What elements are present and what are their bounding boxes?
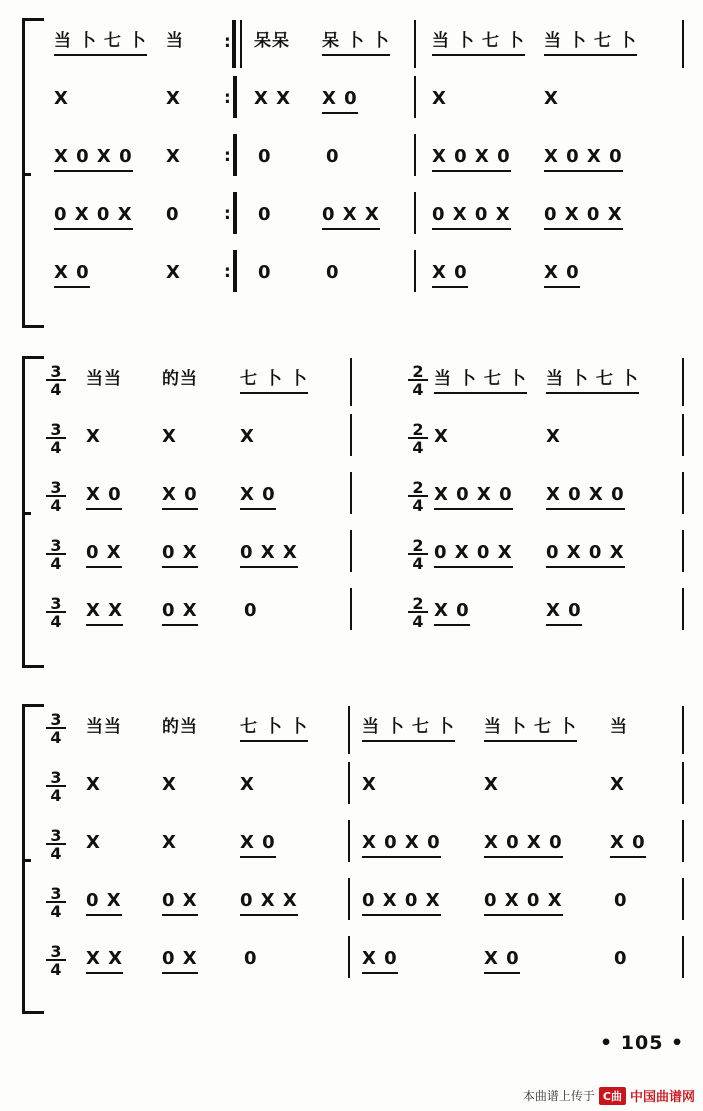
notation-cell: X [240, 426, 255, 447]
notation-cell: X 0 X 0 [434, 484, 513, 510]
time-signature: $\frac{3}{4}$ [46, 770, 66, 803]
time-signature: $\frac{3}{4}$ [46, 422, 66, 455]
notation-cell: 0 X [162, 948, 198, 974]
notation-cell: X [162, 832, 177, 853]
staff-row [44, 190, 684, 246]
notation-cell: 0 X 0 X [484, 890, 563, 916]
notation-cell: X 0 [484, 948, 520, 974]
notation-cell: 0 X X [240, 890, 298, 916]
system-2 [0, 352, 703, 664]
notation-cell: 0 [258, 204, 272, 225]
footer-watermark [523, 1086, 695, 1105]
repeat-dots-row5: : [224, 262, 231, 282]
time-signature: $\frac{3}{4}$ [46, 944, 66, 977]
notation-cell: 0 X X [240, 542, 298, 568]
notation-cell: 七 卜 卜 [240, 368, 308, 394]
site-logo-icon: C曲 [599, 1087, 626, 1105]
notation-cell: X 0 X 0 [432, 146, 511, 172]
notation-cell: X [546, 426, 561, 447]
notation-cell: 七 卜 卜 [240, 716, 308, 742]
notation-cell: 当 卜 七 卜 [544, 30, 637, 56]
notation-cell: X [166, 146, 181, 167]
staff-row [44, 586, 684, 642]
notation-cell: X [240, 774, 255, 795]
notation-cell: 当当 [86, 369, 122, 389]
repeat-dots-open-top: : [224, 32, 231, 52]
notation-cell: X X [86, 600, 123, 626]
staff-row [44, 760, 684, 816]
footer-text: 本曲谱上传于 [522, 1089, 595, 1103]
time-signature: $\frac{2}{4}$ [408, 422, 428, 455]
notation-cell: 0 X 0 X [362, 890, 441, 916]
system-brace [22, 704, 44, 1014]
notation-cell: X [434, 426, 449, 447]
notation-cell: X [362, 774, 377, 795]
notation-cell: X [86, 774, 101, 795]
notation-cell: 呆 卜 卜 [322, 30, 390, 56]
time-signature: $\frac{2}{4}$ [408, 364, 428, 397]
staff-row [44, 16, 684, 72]
notation-cell: 当 [166, 31, 184, 51]
system-3 [0, 700, 703, 1010]
notation-cell: X 0 [86, 484, 122, 510]
notation-cell: X 0 [546, 600, 582, 626]
notation-cell: 0 [326, 146, 340, 167]
notation-cell: 当 卜 七 卜 [484, 716, 577, 742]
notation-cell: X [432, 88, 447, 109]
staff-row [44, 876, 684, 932]
notation-cell: X X [254, 88, 292, 109]
notation-cell: X [610, 774, 625, 795]
notation-cell: X 0 [162, 484, 198, 510]
notation-cell: X 0 [240, 832, 276, 858]
notation-cell: 0 X [86, 890, 122, 916]
notation-cell: 的当 [162, 369, 198, 389]
staff-row [44, 132, 684, 188]
notation-cell: 0 [614, 948, 628, 969]
time-signature: $\frac{3}{4}$ [46, 364, 66, 397]
staff-row [44, 74, 684, 130]
time-signature: $\frac{3}{4}$ [46, 712, 66, 745]
notation-cell: 0 X 0 X [546, 542, 625, 568]
notation-cell: X [166, 88, 181, 109]
staff-row [44, 470, 684, 526]
notation-cell: 0 [258, 146, 272, 167]
notation-cell: 0 [166, 204, 180, 225]
system-brace [22, 356, 44, 668]
notation-cell: 0 [244, 948, 258, 969]
notation-cell: X 0 [54, 262, 90, 288]
notation-cell: 0 X 0 X [432, 204, 511, 230]
staff-row [44, 412, 684, 468]
staff-row [44, 354, 684, 410]
notation-cell: 呆呆 [254, 31, 290, 51]
notation-cell: 0 X [162, 890, 198, 916]
notation-cell: X 0 [240, 484, 276, 510]
notation-cell: 当 卜 七 卜 [434, 368, 527, 394]
time-signature: $\frac{3}{4}$ [46, 886, 66, 919]
notation-cell: 当 卜 七 卜 [54, 30, 147, 56]
time-signature: $\frac{2}{4}$ [408, 596, 428, 629]
notation-cell: X [162, 426, 177, 447]
notation-cell: X 0 X 0 [484, 832, 563, 858]
notation-cell: 当 卜 七 卜 [546, 368, 639, 394]
notation-cell: X 0 [434, 600, 470, 626]
notation-cell: X 0 X 0 [546, 484, 625, 510]
notation-cell: X 0 X 0 [362, 832, 441, 858]
notation-cell: X 0 X 0 [544, 146, 623, 172]
notation-cell: X 0 [610, 832, 646, 858]
notation-cell: 0 [258, 262, 272, 283]
notation-cell: X [54, 88, 69, 109]
time-signature: $\frac{3}{4}$ [46, 480, 66, 513]
notation-cell: 当当 [86, 717, 122, 737]
notation-cell: 当 [610, 717, 628, 737]
notation-cell: X 0 X 0 [54, 146, 133, 172]
system-brace [22, 18, 44, 328]
notation-cell: 0 X 0 X [54, 204, 133, 230]
notation-cell: X X [86, 948, 123, 974]
repeat-dots-row4: : [224, 204, 231, 224]
repeat-dots-row3: : [224, 146, 231, 166]
notation-cell: 0 [244, 600, 258, 621]
notation-cell: 0 X 0 X [544, 204, 623, 230]
notation-cell: 0 [326, 262, 340, 283]
notation-cell: 0 X [86, 542, 122, 568]
notation-cell: X [86, 426, 101, 447]
site-name[interactable]: 中国曲谱网 [629, 1090, 695, 1105]
notation-cell: X [484, 774, 499, 795]
staff-row [44, 818, 684, 874]
staff-row [44, 934, 684, 990]
staff-row [44, 528, 684, 584]
staff-row [44, 248, 684, 304]
notation-cell: X [544, 88, 559, 109]
notation-cell: 0 X [162, 542, 198, 568]
time-signature: $\frac{2}{4}$ [408, 480, 428, 513]
notation-cell: X [86, 832, 101, 853]
notation-cell: 0 X X [322, 204, 380, 230]
time-signature: $\frac{2}{4}$ [408, 538, 428, 571]
notation-cell: 当 卜 七 卜 [432, 30, 525, 56]
time-signature: $\frac{3}{4}$ [46, 596, 66, 629]
notation-cell: X [166, 262, 181, 283]
notation-cell: X 0 [432, 262, 468, 288]
staff-row [44, 702, 684, 758]
notation-cell: X 0 [362, 948, 398, 974]
time-signature: $\frac{3}{4}$ [46, 538, 66, 571]
repeat-dots-row2: : [224, 88, 231, 108]
notation-cell: X 0 [544, 262, 580, 288]
notation-cell: 0 X [162, 600, 198, 626]
page-number: • 105 • [600, 1032, 685, 1054]
notation-cell: X 0 [322, 88, 358, 114]
system-1 [0, 14, 703, 324]
notation-cell: 当 卜 七 卜 [362, 716, 455, 742]
notation-cell: 的当 [162, 717, 198, 737]
notation-cell: X [162, 774, 177, 795]
notation-cell: 0 X 0 X [434, 542, 513, 568]
notation-cell: 0 [614, 890, 628, 911]
time-signature: $\frac{3}{4}$ [46, 828, 66, 861]
